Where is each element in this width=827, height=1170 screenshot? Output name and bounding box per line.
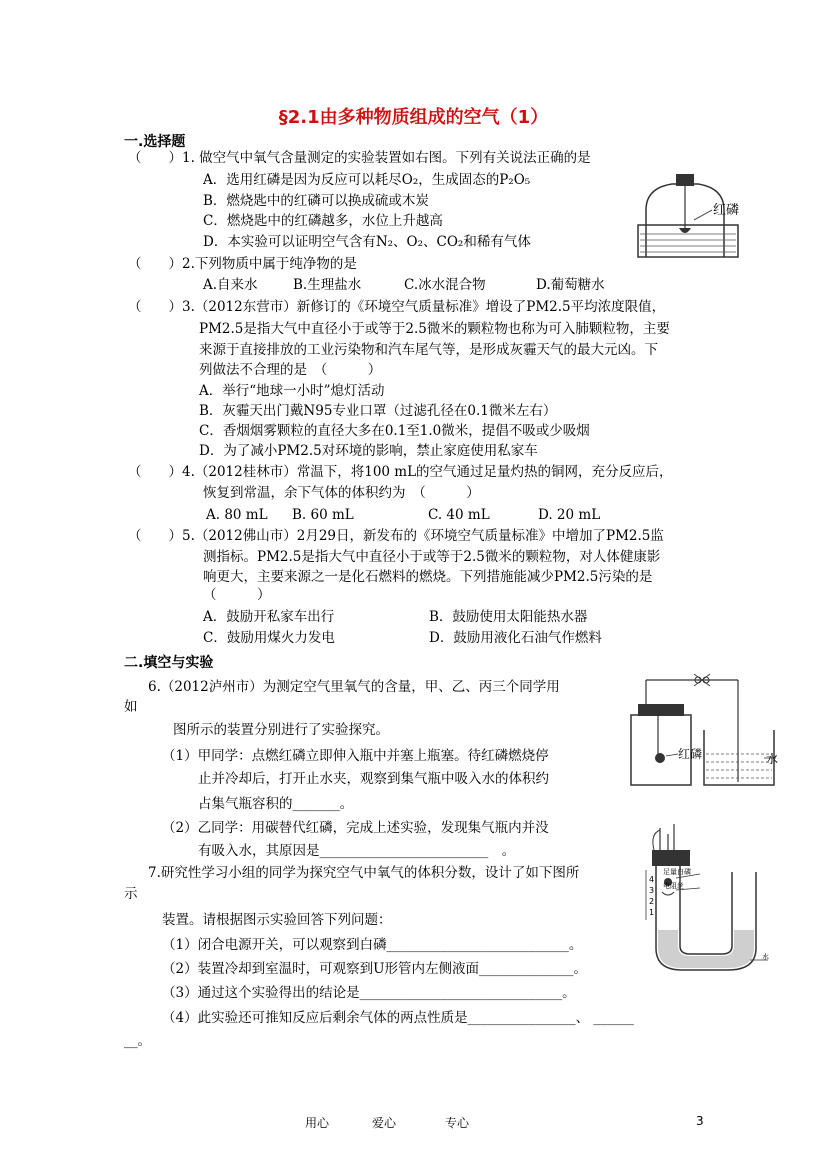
q7-line-1: 7.研究性学习小组的同学为探究空气中氧气的体积分数，设计了如下图所 — [148, 865, 580, 881]
q4-option-c: C. 40 mL — [428, 507, 490, 523]
q2-stem: （ ）2.下列物质中属于纯净物的是 — [128, 256, 357, 272]
footer-word-3: 专心 — [445, 1116, 470, 1130]
q5-line-3: 响更大，主要来源之一是化石燃料的燃烧。下列措施能减少PM2.5污染的是 — [203, 569, 653, 585]
q4-option-b: B. 60 mL — [292, 507, 354, 523]
q6-part-1-line-3: 占集气瓶容积的_______。 — [198, 796, 354, 812]
q5-line-2: 测指标。PM2.5是指大气中直径小于或等于2.5微米的颗粒物，对人体健康影 — [203, 549, 661, 565]
q3-option-c: C．香烟烟雾颗粒的直径大多在0.1至1.0微米，提倡不吸或少吸烟 — [199, 423, 590, 439]
footer-word-1: 用心 — [305, 1116, 330, 1130]
q1-option-d: D．本实验可以证明空气含有N₂、O₂、CO₂和稀有气体 — [203, 234, 531, 250]
q5-line-4: （ ） — [203, 587, 271, 603]
q2-option-d: D.葡萄糖水 — [536, 277, 605, 293]
q3-option-b: B．灰霾天出门戴N95专业口罩（过滤孔径在0.1微米左右） — [199, 403, 557, 419]
q5-line-1: （ ）5.（2012佛山市）2月29日，新发布的《环境空气质量标准》中增加了PM2.5监 — [128, 528, 664, 544]
q7-apparatus-figure — [640, 820, 780, 985]
q6-figure-label-phosphorus: 红磷 — [678, 747, 703, 761]
q7-scale-mark: 2 — [649, 897, 655, 906]
q5-option-c: C．鼓励用煤火力发电 — [203, 630, 335, 646]
q7-part-4-end: __。 — [124, 1033, 151, 1049]
q1-option-c: C．燃烧匙中的红磷越多，水位上升越高 — [203, 213, 443, 229]
q4-option-a: A. 80 mL — [206, 507, 268, 523]
q6-part-2-line-1: （2）乙同学：用碳替代红磷，完成上述实验，发现集气瓶内并没 — [162, 820, 549, 836]
q3-line-3: 来源于直接排放的工业污染物和汽车尾气等，是形成灰霾天气的最大元凶。下 — [199, 342, 658, 358]
q3-option-a: A．举行“地球一小时”熄灯活动 — [199, 383, 385, 399]
q2-option-c: C.冰水混合物 — [404, 277, 486, 293]
section-fill-heading: 二.填空与实验 — [124, 655, 214, 671]
q4-line-2: 恢复到常温，余下气体的体积约为 （ ） — [203, 485, 480, 501]
q6-part-1-line-2: 止并冷却后，打开止水夹，观察到集气瓶中吸入水的体积约 — [198, 771, 549, 787]
q1-option-b: B．燃烧匙中的红磷可以换成硫或木炭 — [203, 193, 429, 209]
q7-part-2: （2）装置冷却到室温时，可观察到U形管内左侧液面______________。 — [162, 961, 587, 977]
q2-option-a: A.自来水 — [203, 277, 258, 293]
q3-line-2: PM2.5是指大气中直径小于或等于2.5微米的颗粒物也称为可入肺颗粒物，主要 — [199, 321, 670, 337]
q4-line-1: （ ）4.（2012桂林市）常温下，将100 mL的空气通过足量灼热的铜网，充分反应后， — [128, 464, 673, 480]
q7-figure-label-phosphorus: 足量白磷 — [663, 868, 691, 876]
q2-option-b: B.生理盐水 — [293, 277, 362, 293]
q6-line-1: 6.（2012泸州市）为测定空气里氧气的含量，甲、乙、丙三个同学用 — [148, 679, 560, 695]
q7-line-2: 示 — [124, 886, 138, 902]
q1-option-a: A．选用红磷是因为反应可以耗尽O₂，生成固态的P₂O₅ — [203, 172, 531, 188]
q3-line-1: （ ）3.（2012东营市）新修订的《环境空气质量标准》增设了PM2.5平均浓度限值， — [128, 299, 666, 315]
page-title: §2.1由多种物质组成的空气（1） — [278, 107, 549, 128]
q7-scale-mark: 1 — [649, 908, 655, 917]
page-number: 3 — [696, 1114, 704, 1128]
q7-figure-label-wire: 电阻丝 — [663, 882, 684, 890]
q6-part-2-line-2: 有吸入水，其原因是_________________________ 。 — [198, 843, 516, 859]
q6-apparatus-figure — [626, 670, 786, 790]
q6-figure-label-water: 水 — [766, 752, 779, 766]
q6-part-1-line-1: （1）甲同学：点燃红磷立即伸入瓶中并塞上瓶塞。待红磷燃烧停 — [162, 748, 549, 764]
q7-scale-mark: 4 — [649, 875, 655, 884]
q6-line-3: 图所示的装置分别进行了实验探究。 — [173, 722, 389, 738]
q1-stem: （ ）1. 做空气中氧气含量测定的实验装置如右图。下列有关说法正确的是 — [128, 150, 591, 166]
q1-figure-label: 红磷 — [713, 203, 740, 218]
q5-option-d: D．鼓励用液化石油气作燃料 — [429, 630, 602, 646]
q4-option-d: D. 20 mL — [538, 507, 601, 523]
q7-scale-mark: 3 — [649, 886, 655, 895]
q3-option-d: D．为了减小PM2.5对环境的影响，禁止家庭使用私家车 — [199, 443, 538, 459]
q7-line-3: 装置。请根据图示实验回答下列问题： — [162, 912, 392, 928]
q3-line-4: 列做法不合理的是 （ ） — [199, 362, 382, 378]
q5-option-a: A．鼓励开私家车出行 — [203, 609, 335, 625]
q7-part-1: （1）闭合电源开关，可以观察到白磷___________________________。 — [162, 937, 583, 953]
section-choice-heading: 一.选择题 — [124, 134, 186, 150]
q7-part-4: （4）此实验还可推知反应后剩余气体的两点性质是________________、 ______ — [162, 1010, 634, 1026]
q7-part-3: （3）通过这个实验得出的结论是______________________________。 — [162, 985, 576, 1001]
q7-figure-label-water: 水 — [762, 953, 769, 961]
q5-option-b: B．鼓励使用太阳能热水器 — [429, 609, 588, 625]
q6-line-2: 如 — [124, 699, 138, 715]
q7-figure-scale — [649, 874, 654, 918]
footer-word-2: 爱心 — [372, 1116, 397, 1130]
